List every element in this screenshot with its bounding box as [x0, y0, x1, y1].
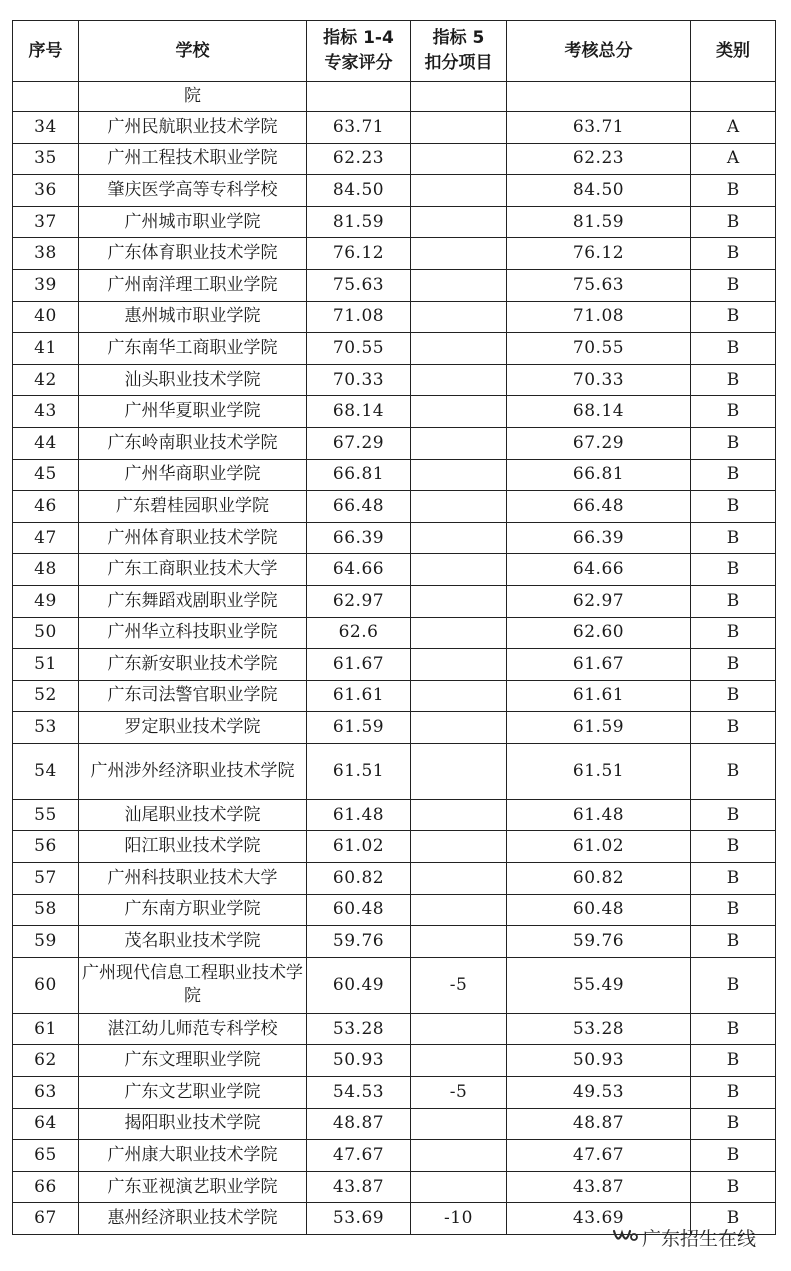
cell-total: 61.67 [507, 649, 691, 681]
table-row [13, 1171, 776, 1203]
cell-expert: 53.28 [307, 1013, 411, 1045]
cell-seq: 35 [13, 143, 79, 175]
cell-total: 49.53 [507, 1077, 691, 1109]
cell-deduct [411, 617, 507, 649]
cell-deduct: -10 [411, 1203, 507, 1235]
cell-seq: 34 [13, 112, 79, 144]
cell-deduct [411, 649, 507, 681]
cell-expert: 61.61 [307, 680, 411, 712]
cell-deduct [411, 680, 507, 712]
cell-category: B [691, 206, 776, 238]
cell-category: B [691, 269, 776, 301]
cell-seq: 40 [13, 301, 79, 333]
cell-category: B [691, 1108, 776, 1140]
cell-total: 63.71 [507, 112, 691, 144]
cell-total: 43.69 [507, 1203, 691, 1235]
cell-school: 广州南洋理工职业学院 [79, 269, 307, 301]
header-deduct-line1: 指标 5 [432, 28, 485, 48]
cell-school: 广东文理职业学院 [79, 1045, 307, 1077]
cell-deduct [411, 238, 507, 270]
table-row [13, 712, 776, 744]
cell-school: 广州民航职业技术学院 [79, 112, 307, 144]
header-expert-score [307, 21, 411, 82]
cell-category: B [691, 238, 776, 270]
cell-category: B [691, 585, 776, 617]
cell-seq: 65 [13, 1140, 79, 1172]
cell-school: 广东舞蹈戏剧职业学院 [79, 585, 307, 617]
cell-seq: 51 [13, 649, 79, 681]
cell-total: 68.14 [507, 396, 691, 428]
cell-school: 广东碧桂园职业学院 [79, 491, 307, 523]
table-row [13, 238, 776, 270]
cell-seq: 55 [13, 799, 79, 831]
cell-expert: 50.93 [307, 1045, 411, 1077]
cell-school: 广东司法警官职业学院 [79, 680, 307, 712]
cell-total: 84.50 [507, 175, 691, 207]
cell-deduct [411, 863, 507, 895]
cell-category: B [691, 799, 776, 831]
table-row [13, 617, 776, 649]
cell-school: 湛江幼儿师范专科学校 [79, 1013, 307, 1045]
cell-seq: 62 [13, 1045, 79, 1077]
cell-seq: 46 [13, 491, 79, 523]
cell-total: 70.55 [507, 333, 691, 365]
cell-school: 广东南华工商职业学院 [79, 333, 307, 365]
cell-seq: 39 [13, 269, 79, 301]
cell-total: 61.61 [507, 680, 691, 712]
cell-category: B [691, 1203, 776, 1235]
cell-category: B [691, 743, 776, 799]
cell-expert: 62.23 [307, 143, 411, 175]
cell-expert: 60.82 [307, 863, 411, 895]
cell-category: B [691, 863, 776, 895]
cell-total: 81.59 [507, 206, 691, 238]
cell-total: 61.59 [507, 712, 691, 744]
cell-deduct [411, 82, 507, 112]
table-row [13, 1108, 776, 1140]
cell-total [507, 82, 691, 112]
cell-school: 揭阳职业技术学院 [79, 1108, 307, 1140]
cell-deduct [411, 427, 507, 459]
cell-school: 广州涉外经济职业技术学院 [79, 743, 307, 799]
cell-deduct [411, 1140, 507, 1172]
cell-deduct [411, 894, 507, 926]
table-row [13, 333, 776, 365]
cell-school: 汕尾职业技术学院 [79, 799, 307, 831]
cell-school: 广州工程技术职业学院 [79, 143, 307, 175]
table-row [13, 799, 776, 831]
cell-seq: 36 [13, 175, 79, 207]
cell-category: B [691, 491, 776, 523]
cell-deduct [411, 333, 507, 365]
cell-total: 71.08 [507, 301, 691, 333]
cell-seq: 41 [13, 333, 79, 365]
cell-school: 汕头职业技术学院 [79, 364, 307, 396]
cell-expert: 61.02 [307, 831, 411, 863]
table-row [13, 396, 776, 428]
cell-total: 53.28 [507, 1013, 691, 1045]
table-row [13, 175, 776, 207]
cell-deduct [411, 522, 507, 554]
cell-category: B [691, 1013, 776, 1045]
cell-category: B [691, 301, 776, 333]
cell-total: 62.60 [507, 617, 691, 649]
cell-school: 广东文艺职业学院 [79, 1077, 307, 1109]
cell-deduct [411, 364, 507, 396]
table-row [13, 957, 776, 1013]
cell-total: 66.48 [507, 491, 691, 523]
cell-expert: 66.39 [307, 522, 411, 554]
cell-school: 广州科技职业技术大学 [79, 863, 307, 895]
table-row [13, 459, 776, 491]
cell-school: 广州康大职业技术学院 [79, 1140, 307, 1172]
cell-category: A [691, 112, 776, 144]
cell-total: 62.97 [507, 585, 691, 617]
cell-school: 肇庆医学高等专科学校 [79, 175, 307, 207]
cell-deduct [411, 143, 507, 175]
table-row [13, 1077, 776, 1109]
cell-deduct [411, 301, 507, 333]
cell-deduct [411, 831, 507, 863]
cell-school: 广州体育职业技术学院 [79, 522, 307, 554]
cell-school: 罗定职业技术学院 [79, 712, 307, 744]
cell-expert: 63.71 [307, 112, 411, 144]
table-row [13, 522, 776, 554]
cell-category: B [691, 1140, 776, 1172]
watermark-text: 广东招生在线 [642, 1227, 757, 1250]
cell-category: B [691, 396, 776, 428]
cell-category: B [691, 1045, 776, 1077]
cell-deduct [411, 743, 507, 799]
cell-seq: 53 [13, 712, 79, 744]
cell-seq: 52 [13, 680, 79, 712]
cell-seq: 59 [13, 926, 79, 958]
cell-deduct [411, 491, 507, 523]
cell-school: 广州城市职业学院 [79, 206, 307, 238]
cell-seq: 57 [13, 863, 79, 895]
table-row [13, 1013, 776, 1045]
cell-category: A [691, 143, 776, 175]
table-row [13, 427, 776, 459]
table-row [13, 112, 776, 144]
cell-seq: 54 [13, 743, 79, 799]
cell-category: B [691, 712, 776, 744]
cell-category: B [691, 617, 776, 649]
cell-deduct: -5 [411, 957, 507, 1013]
cell-seq: 61 [13, 1013, 79, 1045]
table-row [13, 206, 776, 238]
header-deduction [411, 21, 507, 82]
cell-seq: 45 [13, 459, 79, 491]
cell-seq: 67 [13, 1203, 79, 1235]
table-row [13, 491, 776, 523]
cell-category: B [691, 1077, 776, 1109]
cell-school: 院 [79, 82, 307, 112]
cell-expert: 62.97 [307, 585, 411, 617]
cell-deduct [411, 1108, 507, 1140]
cell-deduct [411, 175, 507, 207]
cell-expert: 43.87 [307, 1171, 411, 1203]
cell-expert: 71.08 [307, 301, 411, 333]
cell-expert [307, 82, 411, 112]
cell-deduct [411, 206, 507, 238]
table-row [13, 894, 776, 926]
cell-school: 广东体育职业技术学院 [79, 238, 307, 270]
cell-school: 广东亚视演艺职业学院 [79, 1171, 307, 1203]
cell-seq: 37 [13, 206, 79, 238]
cell-total: 62.23 [507, 143, 691, 175]
table-header-row [13, 21, 776, 82]
table-row [13, 143, 776, 175]
cell-category: B [691, 459, 776, 491]
cell-expert: 76.12 [307, 238, 411, 270]
cell-seq: 50 [13, 617, 79, 649]
cell-seq: 49 [13, 585, 79, 617]
cell-seq: 56 [13, 831, 79, 863]
cell-deduct [411, 396, 507, 428]
cell-expert: 84.50 [307, 175, 411, 207]
header-seq: 序号 [13, 21, 79, 82]
table-row [13, 831, 776, 863]
cell-total: 76.12 [507, 238, 691, 270]
cell-expert: 60.48 [307, 894, 411, 926]
cell-seq: 63 [13, 1077, 79, 1109]
cell-total: 66.39 [507, 522, 691, 554]
cell-category: B [691, 364, 776, 396]
cell-category: B [691, 649, 776, 681]
cell-total: 55.49 [507, 957, 691, 1013]
cell-expert: 64.66 [307, 554, 411, 586]
cell-seq [13, 82, 79, 112]
cell-total: 61.48 [507, 799, 691, 831]
cell-category [691, 82, 776, 112]
cell-category: B [691, 831, 776, 863]
cell-expert: 61.59 [307, 712, 411, 744]
cell-deduct [411, 585, 507, 617]
wechat-channel-icon [612, 1227, 638, 1247]
cell-expert: 47.67 [307, 1140, 411, 1172]
cell-deduct: -5 [411, 1077, 507, 1109]
cell-seq: 44 [13, 427, 79, 459]
cell-seq: 66 [13, 1171, 79, 1203]
table-row [13, 1140, 776, 1172]
cell-category: B [691, 554, 776, 586]
cell-seq: 47 [13, 522, 79, 554]
cell-school: 广州华夏职业学院 [79, 396, 307, 428]
cell-total: 67.29 [507, 427, 691, 459]
cell-total: 43.87 [507, 1171, 691, 1203]
cell-expert: 70.33 [307, 364, 411, 396]
cell-expert: 81.59 [307, 206, 411, 238]
cell-total: 47.67 [507, 1140, 691, 1172]
cell-total: 75.63 [507, 269, 691, 301]
cell-school: 惠州城市职业学院 [79, 301, 307, 333]
cell-seq: 64 [13, 1108, 79, 1140]
cell-school: 广东岭南职业技术学院 [79, 427, 307, 459]
table-row [13, 301, 776, 333]
cell-school: 广州现代信息工程职业技术学院 [79, 957, 307, 1013]
cell-total: 60.48 [507, 894, 691, 926]
cell-total: 66.81 [507, 459, 691, 491]
cell-expert: 66.48 [307, 491, 411, 523]
cell-expert: 62.6 [307, 617, 411, 649]
cell-seq: 48 [13, 554, 79, 586]
table-row [13, 649, 776, 681]
cell-school: 阳江职业技术学院 [79, 831, 307, 863]
cell-total: 59.76 [507, 926, 691, 958]
cell-category: B [691, 522, 776, 554]
cell-category: B [691, 175, 776, 207]
header-school: 学校 [79, 21, 307, 82]
cell-school: 广东南方职业学院 [79, 894, 307, 926]
cell-school: 广州华商职业学院 [79, 459, 307, 491]
header-total: 考核总分 [507, 21, 691, 82]
cell-expert: 61.51 [307, 743, 411, 799]
cell-category: B [691, 957, 776, 1013]
cell-category: B [691, 1171, 776, 1203]
cell-deduct [411, 1171, 507, 1203]
cell-total: 70.33 [507, 364, 691, 396]
table-row [13, 680, 776, 712]
cell-expert: 67.29 [307, 427, 411, 459]
cell-school: 广州华立科技职业学院 [79, 617, 307, 649]
cell-category: B [691, 894, 776, 926]
cell-deduct [411, 1013, 507, 1045]
cell-expert: 53.69 [307, 1203, 411, 1235]
cell-expert: 48.87 [307, 1108, 411, 1140]
cell-category: B [691, 926, 776, 958]
cell-total: 61.51 [507, 743, 691, 799]
cell-expert: 61.67 [307, 649, 411, 681]
header-deduct-line2: 扣分项目 [424, 53, 493, 73]
cell-school: 茂名职业技术学院 [79, 926, 307, 958]
cell-total: 50.93 [507, 1045, 691, 1077]
cell-category: B [691, 427, 776, 459]
cell-seq: 42 [13, 364, 79, 396]
table-row [13, 364, 776, 396]
cell-deduct [411, 112, 507, 144]
cell-category: B [691, 333, 776, 365]
cell-expert: 59.76 [307, 926, 411, 958]
cell-expert: 61.48 [307, 799, 411, 831]
cell-total: 48.87 [507, 1108, 691, 1140]
cell-seq: 43 [13, 396, 79, 428]
cell-deduct [411, 554, 507, 586]
cell-total: 61.02 [507, 831, 691, 863]
cell-seq: 58 [13, 894, 79, 926]
cell-total: 64.66 [507, 554, 691, 586]
header-category: 类别 [691, 21, 776, 82]
header-expert-line2: 专家评分 [324, 53, 393, 73]
cell-seq: 38 [13, 238, 79, 270]
cell-deduct [411, 269, 507, 301]
cell-expert: 75.63 [307, 269, 411, 301]
table-row [13, 1045, 776, 1077]
cell-total: 60.82 [507, 863, 691, 895]
cell-category: B [691, 680, 776, 712]
table-row [13, 863, 776, 895]
cell-expert: 68.14 [307, 396, 411, 428]
cell-expert: 70.55 [307, 333, 411, 365]
cell-school: 惠州经济职业技术学院 [79, 1203, 307, 1235]
cell-deduct [411, 926, 507, 958]
table-row [13, 554, 776, 586]
table-row [13, 585, 776, 617]
cell-deduct [411, 459, 507, 491]
cell-expert: 54.53 [307, 1077, 411, 1109]
cell-deduct [411, 1045, 507, 1077]
header-expert-line1: 指标 1-4 [323, 28, 394, 48]
cell-deduct [411, 712, 507, 744]
score-table [12, 20, 776, 1235]
table-row [13, 743, 776, 799]
cell-expert: 60.49 [307, 957, 411, 1013]
cell-expert: 66.81 [307, 459, 411, 491]
watermark [612, 1222, 782, 1252]
cell-seq: 60 [13, 957, 79, 1013]
cell-deduct [411, 799, 507, 831]
cell-school: 广东工商职业技术大学 [79, 554, 307, 586]
continuation-row [13, 82, 776, 112]
table-row [13, 269, 776, 301]
table-row [13, 926, 776, 958]
cell-school: 广东新安职业技术学院 [79, 649, 307, 681]
